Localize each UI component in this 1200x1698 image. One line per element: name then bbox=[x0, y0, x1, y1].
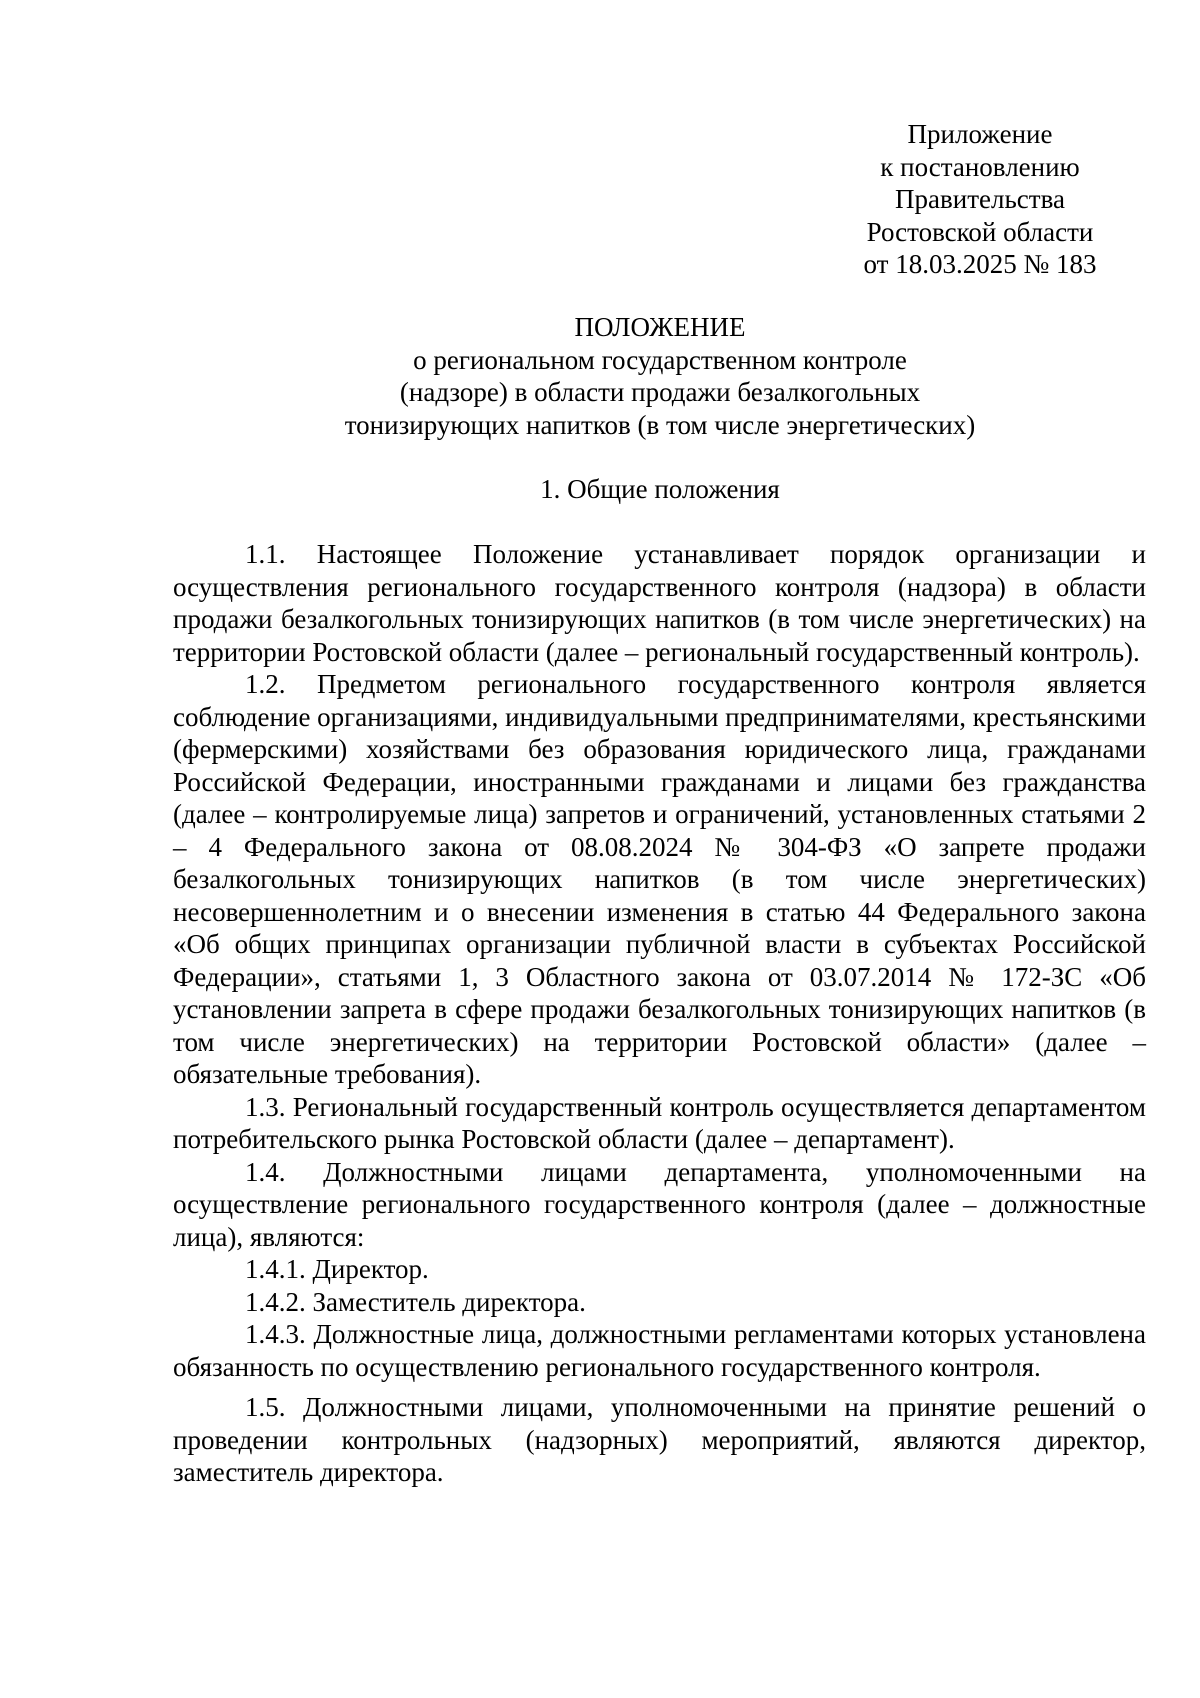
appendix-block bbox=[780, 118, 1180, 281]
title-line: о региональном государственном контроле bbox=[413, 344, 907, 375]
title-line: (надзоре) в области продажи безалкогольных bbox=[399, 377, 921, 407]
title-line: ПОЛОЖЕНИЕ bbox=[574, 312, 746, 342]
paragraph: 1.1. Настоящее Положение устанавливает порядок организации и осуществления регионального государственного контроля (надзора) в области продажи безалкогольных тонизирующих напитков (в том числе энергетических) на территории Ростовской области (далее – региональный государственный контроль). bbox=[173, 539, 1146, 667]
appendix-line: от 18.03.2025 № 183 bbox=[863, 249, 1097, 279]
paragraph: 1.3. Региональный государственный контроль осуществляется департаментом потребительского рынка Ростовской области (далее – департамент). bbox=[173, 1091, 1146, 1154]
paragraph: 1.4.3. Должностные лица, должностными регламентами которых установлена обязанность по осуществлению регионального государственного контроля. bbox=[173, 1319, 1146, 1382]
document-title bbox=[0, 311, 1200, 441]
appendix-line: Приложение bbox=[907, 119, 1053, 149]
paragraph: 1.2. Предметом регионального государственного контроля является соблюдение организациями, индивидуальными предпринимателями, крестьянскими (фермерскими) хозяйствами без образования юридического лица, гражданами Российской Федерации, иностранными гражданами и лицами без гражданства (далее – контролируемые лица) запретов и ограничений, установленных статьями 2 – 4 Федерального закона от 08.08.2024 № 304-ФЗ «О запрете продажи безалкогольных тонизирующих напитков (в том числе энергетических) несовершеннолетним и о внесении изменения в статью 44 Федерального закона «Об общих принципах организации публичной власти в субъектах Российской Федерации», статьями 1, 3 Областного закона от 03.07.2014 № 172-ЗС «Об установлении запрета в сфере продажи безалкогольных тонизирующих напитков (в том числе энергетических) на территории Ростовской области» (далее – обязательные требования). bbox=[173, 669, 1147, 1089]
title-line: тонизирующих напитков (в том числе энергетических) bbox=[344, 409, 976, 440]
section-heading: 1. Общие положения bbox=[540, 474, 780, 504]
paragraph: 1.4.1. Директор. bbox=[245, 1254, 429, 1284]
appendix-line: Ростовской области bbox=[866, 216, 1094, 247]
paragraph: 1.4. Должностными лицами департамента, уполномоченными на осуществление регионального государственного контроля (далее – должностные лица), являются: bbox=[173, 1156, 1146, 1252]
appendix-line: Правительства bbox=[895, 184, 1065, 214]
paragraph: 1.4.2. Заместитель директора. bbox=[245, 1286, 586, 1317]
appendix-line: к постановлению bbox=[880, 151, 1080, 182]
document-body bbox=[173, 538, 1146, 1489]
paragraph: 1.5. Должностными лицами, уполномоченными на принятие решений о проведении контрольных (надзорных) мероприятий, являются директор, заместитель директора. bbox=[173, 1392, 1146, 1487]
